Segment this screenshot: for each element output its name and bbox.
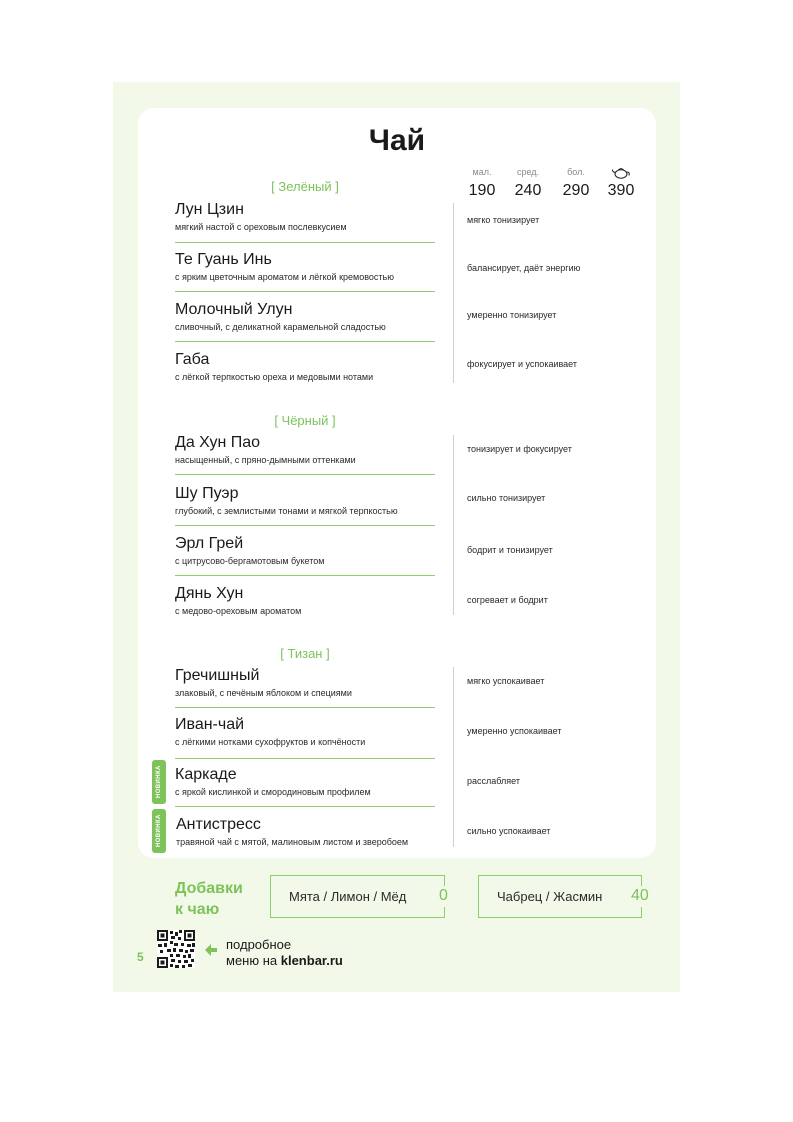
item-name: Гречишный <box>175 667 260 684</box>
item-separator <box>175 474 435 475</box>
size-medium <box>506 166 550 200</box>
addons-title-line1: Добавки <box>175 880 243 897</box>
size-small <box>460 166 504 200</box>
item-description: с ярким цветочным ароматом и лёгкой кремовостью <box>175 272 394 282</box>
item-separator <box>175 806 435 807</box>
item-separator <box>175 341 435 342</box>
item-description: с лёгкими нотками сухофруктов и копчёности <box>175 737 366 747</box>
addons-title <box>175 878 243 920</box>
menu-item <box>176 815 438 849</box>
item-description: глубокий, с землистыми тонами и мягкой терпкостью <box>175 506 398 516</box>
size-label: мал. <box>472 167 492 177</box>
item-description: травяной чай с мятой, малиновым листом и зверобоем <box>176 837 409 847</box>
qr-code-icon[interactable] <box>157 930 195 968</box>
new-badge: НОВИНКА <box>152 760 166 804</box>
item-name: Габа <box>175 351 210 368</box>
page-number: 5 <box>137 950 144 964</box>
menu-item <box>175 584 437 618</box>
item-effect: тонизирует и фокусирует <box>467 444 572 454</box>
item-name: Лун Цзин <box>175 201 244 218</box>
item-effect: балансирует, даёт энергию <box>467 263 581 273</box>
item-effect: мягко тонизирует <box>467 215 540 225</box>
item-effect: фокусирует и успокаивает <box>467 359 577 369</box>
item-description: злаковый, с печёным яблоком и специями <box>175 688 352 698</box>
section-title-black: [ Чёрный ] <box>274 413 336 428</box>
item-separator <box>175 575 435 576</box>
arrow-left-icon <box>204 943 218 957</box>
addon-thyme-jasmine <box>478 875 649 918</box>
item-separator <box>175 525 435 526</box>
site-link[interactable]: klenbar.ru <box>280 953 343 968</box>
menu-item <box>175 250 437 284</box>
size-large <box>554 166 598 200</box>
item-separator <box>175 242 435 243</box>
item-separator <box>175 291 435 292</box>
addon-border-tick <box>641 875 643 886</box>
size-teapot <box>599 166 643 200</box>
addon-price: 0 <box>439 887 448 904</box>
item-name: Молочный Улун <box>175 301 293 318</box>
menu-item <box>175 765 437 799</box>
addon-border-tick <box>444 875 446 886</box>
item-description: с лёгкой терпкостью ореха и медовыми нотами <box>175 372 374 382</box>
menu-item <box>175 484 437 518</box>
more-line2-prefix: меню на <box>226 953 281 968</box>
addons-title-line2: к чаю <box>175 901 220 918</box>
size-price: 290 <box>562 182 590 199</box>
addon-mint-lemon-honey <box>270 875 448 918</box>
page-title: Чай <box>368 124 426 157</box>
item-effect: мягко успокаивает <box>467 676 545 686</box>
size-price: 240 <box>514 182 542 199</box>
item-effect: бодрит и тонизирует <box>467 545 553 555</box>
item-name: Каркаде <box>175 766 237 783</box>
size-label: сред. <box>516 167 540 177</box>
menu-item <box>175 715 437 749</box>
item-effect: умеренно успокаивает <box>467 726 562 736</box>
item-separator <box>175 707 435 708</box>
item-effect: сильно тонизирует <box>467 493 546 503</box>
size-label: бол. <box>567 167 585 177</box>
item-name: Антистресс <box>176 816 261 833</box>
item-description: мягкий настой с ореховым послевкусием <box>175 222 347 232</box>
addon-border-tick <box>444 907 446 918</box>
more-menu-link[interactable] <box>226 937 343 969</box>
menu-item <box>175 200 437 234</box>
section-title-green: [ Зелёный ] <box>271 179 339 194</box>
item-name: Да Хун Пао <box>175 434 261 451</box>
item-separator <box>175 758 435 759</box>
item-name: Шу Пуэр <box>175 485 239 502</box>
menu-item <box>175 300 437 334</box>
item-effect: сильно успокаивает <box>467 826 551 836</box>
item-description: с медово-ореховым ароматом <box>175 606 302 616</box>
size-price-header <box>460 166 645 202</box>
new-badge: НОВИНКА <box>152 809 166 853</box>
column-divider <box>453 203 454 383</box>
addon-price: 40 <box>631 887 649 904</box>
item-effect: расслабляет <box>467 776 520 786</box>
item-effect: согревает и бодрит <box>467 595 548 605</box>
menu-item <box>175 666 437 700</box>
item-description: с цитрусово-бергамотовым букетом <box>175 556 325 566</box>
size-price: 190 <box>468 182 496 199</box>
menu-item <box>175 350 437 384</box>
menu-item <box>175 534 437 568</box>
item-name: Иван-чай <box>175 716 245 733</box>
teapot-icon <box>599 166 643 179</box>
size-price: 390 <box>607 182 635 199</box>
item-effect: умеренно тонизирует <box>467 310 557 320</box>
item-description: с яркой кислинкой и смородиновым профилем <box>175 787 371 797</box>
item-name: Дянь Хун <box>175 585 244 602</box>
item-name: Эрл Грей <box>175 535 244 552</box>
addon-name: Чабрец / Жасмин <box>497 889 603 904</box>
item-description: насыщенный, с пряно-дымными оттенками <box>175 455 356 465</box>
addon-name: Мята / Лимон / Мёд <box>289 889 407 904</box>
column-divider <box>453 667 454 847</box>
item-name: Те Гуань Инь <box>175 251 272 268</box>
item-description: сливочный, с деликатной карамельной сладостью <box>175 322 386 332</box>
column-divider <box>453 435 454 615</box>
addon-border-tick <box>641 907 643 918</box>
section-title-tisane: [ Тизан ] <box>280 646 330 661</box>
menu-item <box>175 433 437 467</box>
more-line1: подробное <box>226 937 292 952</box>
